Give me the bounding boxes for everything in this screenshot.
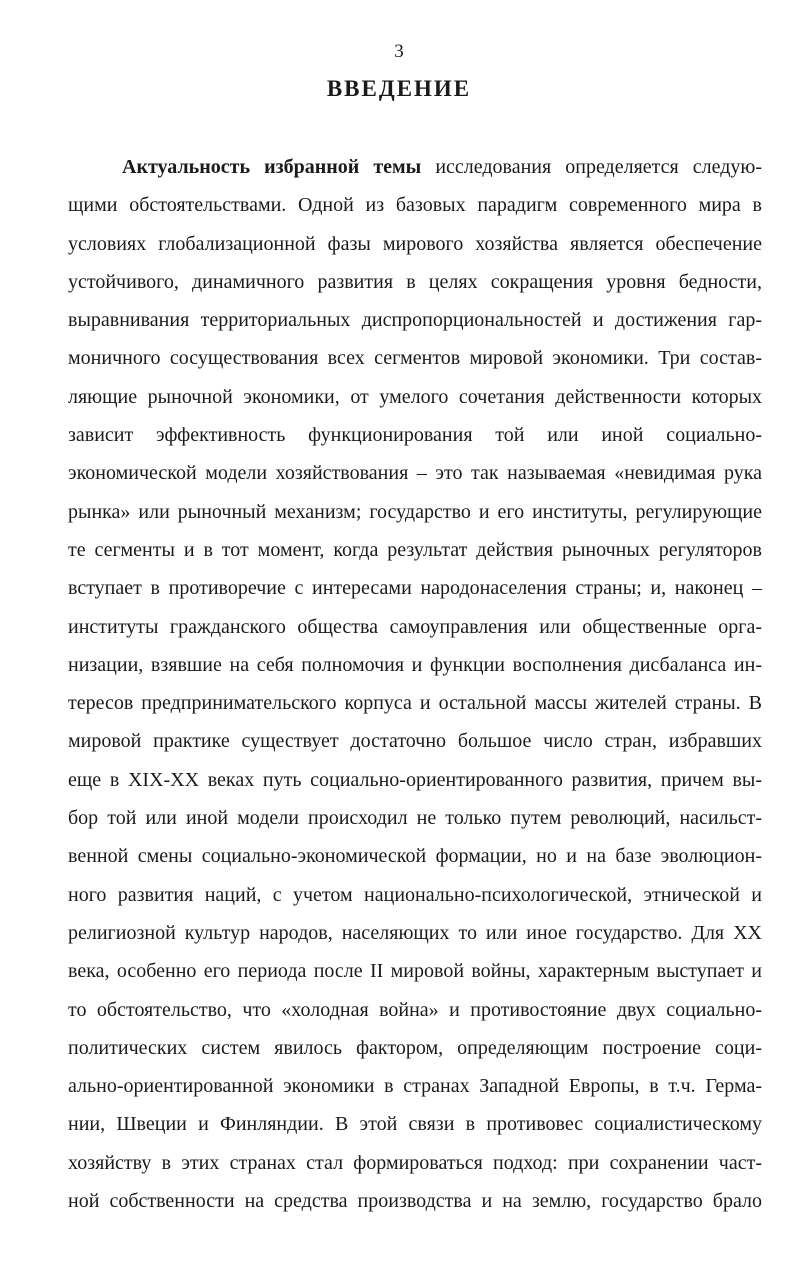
paragraph-line: хозяйству в этих странах стал формироваться подход: при сохранении част- (68, 1151, 762, 1174)
paragraph-line: века, особенно его периода после II мировой войны, характерным выступает и (68, 960, 762, 983)
paragraph-line: моничного сосуществования всех сегментов мировой экономики. Три состав- (68, 347, 762, 370)
paragraph-line: вступает в противоречие с интересами народонаселения страны; и, наконец – (68, 577, 762, 600)
page-title: ВВЕДЕНИЕ (326, 76, 472, 101)
paragraph-line: низации, взявшие на себя полномочия и функции восполнения дисбаланса ин- (68, 653, 762, 676)
paragraph-line: экономической модели хозяйствования – это так называемая «невидимая рука (68, 462, 762, 485)
paragraph-line: ной собственности на средства производства и на землю, государство брало (68, 1190, 762, 1213)
lead-rest: исследования определяется следую- (421, 156, 763, 178)
page-number: 3 (394, 41, 404, 62)
paragraph-line: политических систем явилось фактором, определяющим построение соци- (68, 1036, 762, 1059)
paragraph-line: ляющие рыночной экономики, от умелого сочетания действенности которых (68, 385, 762, 408)
paragraph-line: устойчивого, динамичного развития в целях сокращения уровня бедности, (68, 270, 762, 293)
paragraph-line: рынка» или рыночный механизм; государство и его институты, регулирующие (68, 500, 762, 523)
paragraph-line: еще в XIX-XX веках путь социально-ориентированного развития, причем вы- (68, 768, 762, 791)
paragraph-line: зависит эффективность функционирования той или иной социально- (68, 424, 762, 447)
paragraph-line: щими обстоятельствами. Одной из базовых парадигм современного мира в (68, 194, 762, 217)
paragraph-line: ного развития наций, с учетом национально-психологической, этнической и (68, 883, 762, 906)
paragraph-line: ально-ориентированной экономики в странах Западной Европы, в т.ч. Герма- (68, 1075, 762, 1098)
paragraph-line: институты гражданского общества самоуправления или общественные орга- (68, 615, 762, 638)
paragraph-line: условиях глобализационной фазы мирового хозяйства является обеспечение (68, 232, 762, 255)
paragraph-line: то обстоятельство, что «холодная война» и противостояние двух социально- (68, 998, 762, 1021)
paragraph-line: бор той или иной модели происходил не только путем революций, насильст- (68, 807, 762, 830)
paragraph-line: тересов предпринимательского корпуса и остальной массы жителей страны. В (68, 692, 762, 715)
paragraph-line: религиозной культур народов, населяющих то или иное государство. Для XX (68, 921, 762, 944)
paragraph-line: венной смены социально-экономической формации, но и на базе эволюцион- (68, 845, 762, 868)
paragraph-line: выравнивания территориальных диспропорциональностей и достижения гар- (68, 309, 762, 332)
paragraph-line (68, 154, 762, 192)
paragraph-line: мировой практике существует достаточно большое число стран, избравших (68, 730, 762, 753)
lead-phrase: Актуальность избранной темы (122, 156, 422, 178)
paragraph-line: те сегменты и в тот момент, когда результат действия рыночных регуляторов (68, 538, 762, 561)
intro-paragraph (68, 154, 762, 1226)
paragraph-line: нии, Швеции и Финляндии. В этой связи в противовес социалистическому (68, 1113, 762, 1136)
